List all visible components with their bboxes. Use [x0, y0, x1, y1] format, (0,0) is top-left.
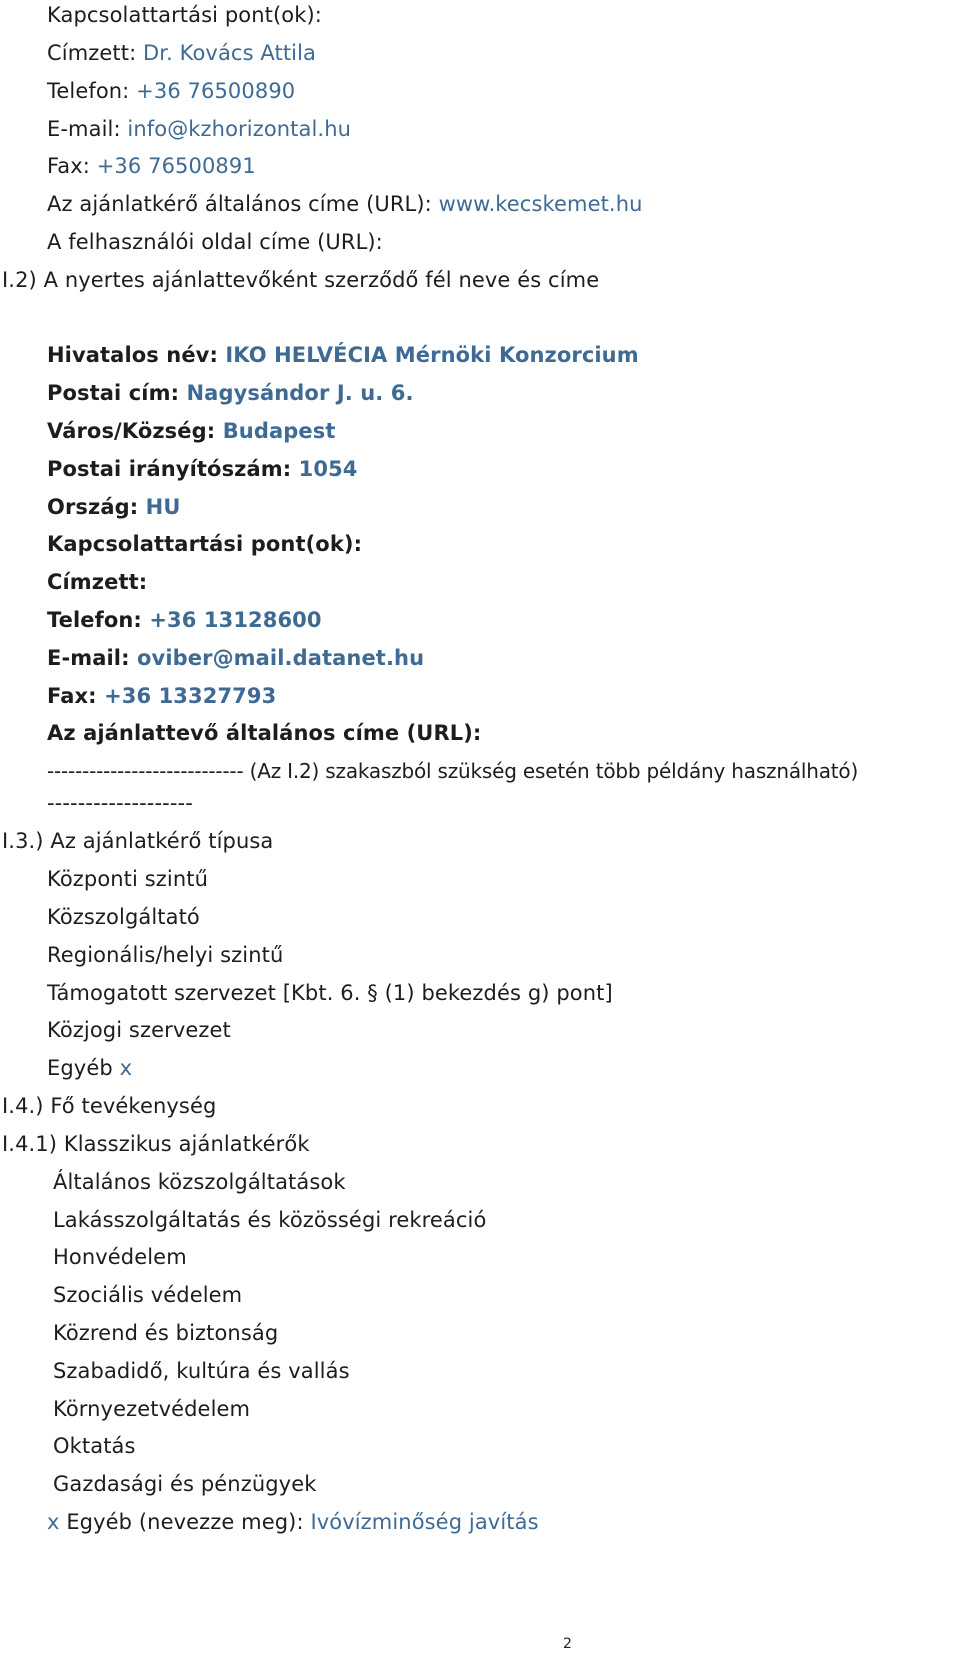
- zip-label: Postai irányítószám:: [47, 457, 292, 481]
- activity-item: Szabadidő, kultúra és vallás: [53, 1359, 350, 1383]
- activity-other-mark: x: [47, 1510, 60, 1534]
- country-label: Ország:: [47, 495, 139, 519]
- buyer-type-option: Regionális/helyi szintű: [47, 943, 284, 967]
- url2-row: Az ajánlattevő általános címe (URL):: [47, 721, 482, 745]
- repeat-note-dashes: -------------------: [47, 791, 193, 815]
- activity-item: Általános közszolgáltatások: [53, 1170, 346, 1194]
- contact-heading: Kapcsolattartási pont(ok):: [47, 3, 322, 27]
- activity-item: Közrend és biztonság: [53, 1321, 279, 1345]
- email-value[interactable]: info@kzhorizontal.hu: [127, 117, 352, 141]
- city-label: Város/Község:: [47, 419, 216, 443]
- buyer-type-option: Közszolgáltató: [47, 905, 200, 929]
- activity-other: [47, 1508, 539, 1536]
- fax2-value: +36 13327793: [104, 684, 277, 708]
- activity-item: Gazdasági és pénzügyek: [53, 1472, 317, 1496]
- city-row: [47, 417, 335, 445]
- activity-item: Szociális védelem: [53, 1283, 243, 1307]
- buyer-type-option: Támogatott szervezet [Kbt. 6. § (1) bekezdés g) pont]: [47, 981, 613, 1005]
- phone2-row: [47, 606, 322, 634]
- city-value: Budapest: [222, 419, 336, 443]
- recipient-label: Címzett:: [47, 41, 137, 65]
- buyer-type-option: Közjogi szervezet: [47, 1018, 231, 1042]
- recipient-value: Dr. Kovács Attila: [143, 41, 316, 65]
- buyer-type-other-label: Egyéb: [47, 1056, 113, 1080]
- contact2-heading: Kapcsolattartási pont(ok):: [47, 532, 363, 556]
- official-name-row: [47, 341, 639, 369]
- phone-value: +36 76500890: [136, 79, 296, 103]
- fax2-label: Fax:: [47, 684, 97, 708]
- email2-label: E-mail:: [47, 646, 130, 670]
- section-i41-heading: I.4.1) Klasszikus ajánlatkérők: [2, 1132, 310, 1156]
- page-number: 2: [563, 1636, 572, 1652]
- country-row: [47, 493, 180, 521]
- phone-row: [47, 77, 295, 105]
- activity-item: Környezetvédelem: [53, 1397, 251, 1421]
- activity-item: Lakásszolgáltatás és közösségi rekreáció: [53, 1208, 487, 1232]
- recipient-row: [47, 39, 316, 67]
- repeat-note: ---------------------------- (Az I.2) szakaszból szükség esetén több példány használható): [47, 759, 859, 783]
- phone-label: Telefon:: [47, 79, 130, 103]
- activity-other-label: Egyéb (nevezze meg):: [66, 1510, 304, 1534]
- buyer-type-other: [47, 1054, 132, 1082]
- fax-row: [47, 152, 256, 180]
- email2-row: [47, 644, 424, 672]
- postal-label: Postai cím:: [47, 381, 180, 405]
- buyer-type-other-mark: x: [119, 1056, 133, 1080]
- email2-value[interactable]: oviber@mail.datanet.hu: [137, 646, 425, 670]
- activity-item: Honvédelem: [53, 1245, 187, 1269]
- email-row: [47, 115, 351, 143]
- buyer-type-option: Központi szintű: [47, 867, 208, 891]
- activity-other-value: Ivóvízminőség javítás: [310, 1510, 539, 1534]
- zip-value: 1054: [298, 457, 358, 481]
- url-label: Az ajánlatkérő általános címe (URL):: [47, 192, 432, 216]
- country-value: HU: [145, 495, 181, 519]
- fax2-row: [47, 682, 276, 710]
- official-name-value: IKO HELVÉCIA Mérnöki Konzorcium: [225, 343, 639, 367]
- fax-label: Fax:: [47, 154, 90, 178]
- zip-row: [47, 455, 358, 483]
- buyer-url-row: A felhasználói oldal címe (URL):: [47, 230, 383, 254]
- section-i4-heading: I.4.) Fő tevékenység: [2, 1094, 217, 1118]
- official-name-label: Hivatalos név:: [47, 343, 218, 367]
- section-i3-heading: I.3.) Az ajánlatkérő típusa: [2, 829, 274, 853]
- url-row: [47, 190, 643, 218]
- activity-item: Oktatás: [53, 1434, 136, 1458]
- email-label: E-mail:: [47, 117, 121, 141]
- fax-value: +36 76500891: [96, 154, 256, 178]
- section-i2-heading: I.2) A nyertes ajánlattevőként szerződő fél neve és címe: [2, 268, 600, 292]
- phone2-value: +36 13128600: [149, 608, 322, 632]
- recipient2-row: Címzett:: [47, 570, 148, 594]
- url-value[interactable]: www.kecskemet.hu: [438, 192, 643, 216]
- postal-row: [47, 379, 414, 407]
- postal-value: Nagysándor J. u. 6.: [186, 381, 414, 405]
- phone2-label: Telefon:: [47, 608, 142, 632]
